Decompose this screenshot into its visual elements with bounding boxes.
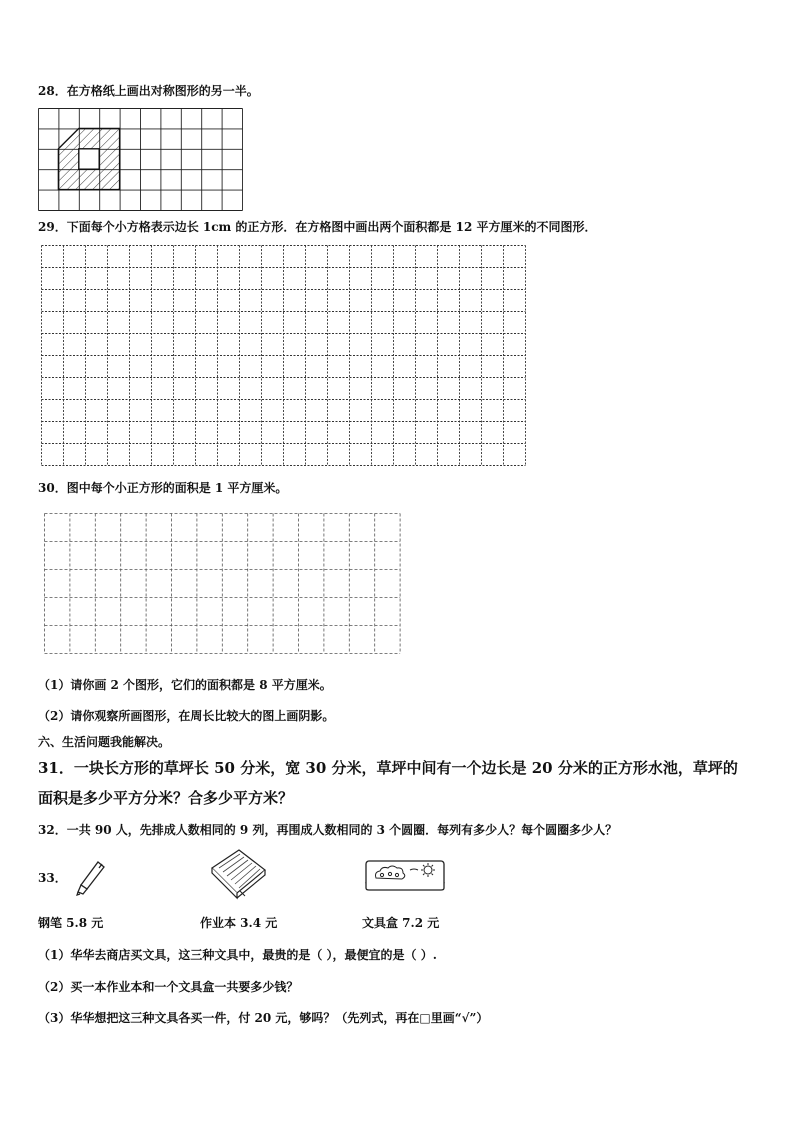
q28-grid[interactable] (38, 108, 243, 211)
q31-line2: 面积是多少平方分米？合多少平方米？ (38, 789, 294, 807)
section-6-title: 六、生活问题我能解决。 (38, 735, 171, 749)
q30-dashed-grid[interactable] (44, 513, 401, 655)
notebook-icon (207, 846, 269, 904)
pencil-box-price: 文具盒 7.2 元 (362, 916, 440, 930)
q30-text: 30．图中每个小正方形的面积是 1 平方厘米。 (38, 481, 288, 495)
q29-text: 29．下面每个小方格表示边长 1cm 的正方形．在方格图中画出两个面积都是 12 平方厘米的不同图形． (38, 220, 597, 234)
q33-sub2: （2）买一本作业本和一个文具盒一共要多少钱？ (38, 980, 299, 994)
q32-text: 32．一共 90 人，先排成人数相同的 9 列，再围成人数相同的 3 个圆圈．每列有多少人？每个圆圈多少人？ (38, 823, 618, 837)
pen-icon (74, 858, 110, 898)
pen-price: 钢笔 5.8 元 (38, 916, 104, 930)
q29-dotted-grid[interactable] (41, 245, 527, 467)
q28-half-shape (58, 128, 119, 189)
q30-sub1: （1）请你画 2 个图形，它们的面积都是 8 平方厘米。 (38, 678, 332, 692)
q28-text: 28．在方格纸上画出对称图形的另一半。 (38, 84, 259, 98)
pencil-box-icon (362, 856, 448, 892)
q31-line1: 31．一块长方形的草坪长 50 分米，宽 30 分米，草坪中间有一个边长是 20 分米的正方形水池，草坪的 (38, 759, 738, 777)
q33-sub3: （3）华华想把这三种文具各买一件，付 20 元，够吗？（先列式，再在□里画“√”） (38, 1011, 489, 1025)
notebook-price: 作业本 3.4 元 (200, 916, 278, 930)
q30-sub2: （2）请你观察所画图形，在周长比较大的图上画阴影。 (38, 709, 335, 723)
q33-sub1: （1）华华去商店买文具，这三种文具中，最贵的是（ ），最便宜的是（ ）. (38, 948, 437, 962)
q33-number: 33． (38, 871, 67, 885)
